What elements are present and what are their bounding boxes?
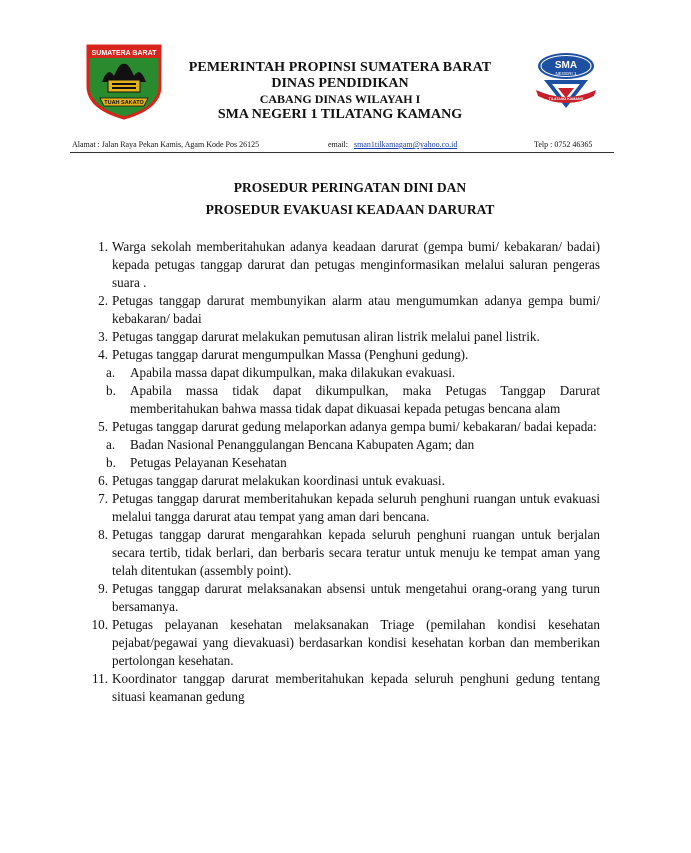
item-number: 3.	[98, 329, 108, 344]
sub-item-letter: a.	[106, 365, 116, 380]
item-number: 8.	[98, 527, 108, 542]
right-logo-sub: NEGERI 1	[555, 71, 577, 76]
sub-item-text: Petugas Pelayanan Kesehatan	[130, 455, 287, 470]
list-item	[86, 670, 600, 706]
sma-negeri-1-emblem	[532, 50, 600, 114]
letterhead	[170, 60, 510, 123]
sub-item-text: Apabila massa dapat dikumpulkan, maka dilakukan evakuasi.	[130, 365, 456, 380]
right-logo-ribbon: TILATANG KAMANG	[548, 97, 584, 101]
item-number: 1.	[98, 239, 108, 254]
item-number: 7.	[98, 491, 108, 506]
left-logo-label: SUMATERA BARAT	[91, 50, 157, 57]
address-text: Alamat : Jalan Raya Pekan Kamis, Agam Kode Pos 26125	[72, 140, 260, 149]
sub-item-letter: b.	[106, 383, 116, 398]
item-number: 6.	[98, 473, 108, 488]
letterhead-line-4: SMA NEGERI 1 TILATANG KAMANG	[217, 107, 463, 122]
item-number: 11.	[92, 671, 108, 686]
item-number: 9.	[98, 581, 108, 596]
item-number: 2.	[98, 293, 108, 308]
sub-item-letter: a.	[106, 437, 116, 452]
document-title-line-1: PROSEDUR PERINGATAN DINI DAN	[233, 180, 467, 195]
list-item	[86, 292, 600, 328]
item-text: Petugas pelayanan kesehatan melaksanakan Triage (pemilahan kondisi kesehatan pejabat/pegawai yang dievakuasi) berdasarkan kondisi kesehatan korban dan memberikan pertolongan kesehatan.	[112, 617, 600, 668]
right-logo-label: SMA	[554, 60, 578, 71]
document-title-line-2: PROSEDUR EVAKUASI KEADAAN DARURAT	[205, 202, 495, 217]
list-item	[86, 580, 600, 616]
email-link[interactable]: sman1tilkamagam@yahoo.co.id	[354, 140, 458, 149]
list-item	[86, 526, 600, 580]
email-label: email:	[328, 140, 348, 149]
list-item	[86, 616, 600, 670]
list-item	[86, 238, 600, 292]
sub-item-text: Apabila massa tidak dapat dikumpulkan, maka Petugas Tanggap Darurat memberitahukan bahwa massa tidak dapat dikuasai kepada petugas bencana alam	[130, 383, 600, 416]
sub-list-item	[86, 436, 600, 454]
item-text: Petugas tanggap darurat mengarahkan kepada seluruh penghuni ruangan untuk berjalan secara tertib, tidak berlari, dan berbaris secara teratur untuk menuju ke tempat aman yang telah ditentukan (assembly point).	[112, 527, 600, 578]
letterhead-line-1: PEMERINTAH PROPINSI SUMATERA BARAT	[188, 60, 492, 75]
list-item	[86, 418, 600, 436]
item-text: Petugas tanggap darurat membunyikan alarm atau mengumumkan adanya gempa bumi/ kebakaran/ badai	[112, 293, 600, 326]
item-number: 4.	[98, 347, 108, 362]
item-text: Koordinator tanggap darurat memberitahukan kepada seluruh penghuni gedung tentang situasi keamanan gedung	[112, 671, 600, 704]
item-text: Petugas tanggap darurat memberitahukan kepada seluruh penghuni ruangan untuk evakuasi melalui tangga darurat atau tempat yang aman dari bencana.	[112, 491, 600, 524]
sub-list-item	[86, 364, 600, 382]
list-item	[86, 472, 600, 490]
left-logo-ribbon: TUAH SAKATO	[104, 100, 144, 106]
letterhead-line-2: DINAS PENDIDIKAN	[271, 76, 409, 91]
item-text: Petugas tanggap darurat mengumpulkan Massa (Penghuni gedung).	[112, 347, 469, 362]
item-text: Petugas tanggap darurat melaksanakan absensi untuk mengetahui orang-orang yang turun bersamanya.	[112, 581, 600, 614]
header-divider	[70, 152, 614, 153]
sub-item-text: Badan Nasional Penanggulangan Bencana Kabupaten Agam; dan	[130, 437, 475, 452]
list-item	[86, 328, 600, 346]
sumatera-barat-emblem	[82, 42, 166, 120]
sub-list-item	[86, 382, 600, 418]
item-number: 10.	[91, 617, 108, 632]
item-text: Petugas tanggap darurat melakukan koordinasi untuk evakuasi.	[112, 473, 445, 488]
list-item	[86, 346, 600, 364]
procedure-list	[86, 238, 600, 706]
sub-list-item	[86, 454, 600, 472]
list-item	[86, 490, 600, 526]
item-text: Petugas tanggap darurat gedung melaporkan adanya gempa bumi/ kebakaran/ badai kepada:	[112, 419, 597, 434]
item-text: Warga sekolah memberitahukan adanya keadaan darurat (gempa bumi/ kebakaran/ badai) kepada petugas tanggap darurat dan petugas menginformasikan melalui saluran pengeras suara .	[112, 239, 600, 290]
sub-item-letter: b.	[106, 455, 116, 470]
item-text: Petugas tanggap darurat melakukan pemutusan aliran listrik melalui panel listrik.	[112, 329, 540, 344]
letterhead-line-3: CABANG DINAS WILAYAH I	[259, 92, 421, 106]
telp-text: Telp : 0752 46365	[534, 140, 593, 149]
item-number: 5.	[98, 419, 108, 434]
